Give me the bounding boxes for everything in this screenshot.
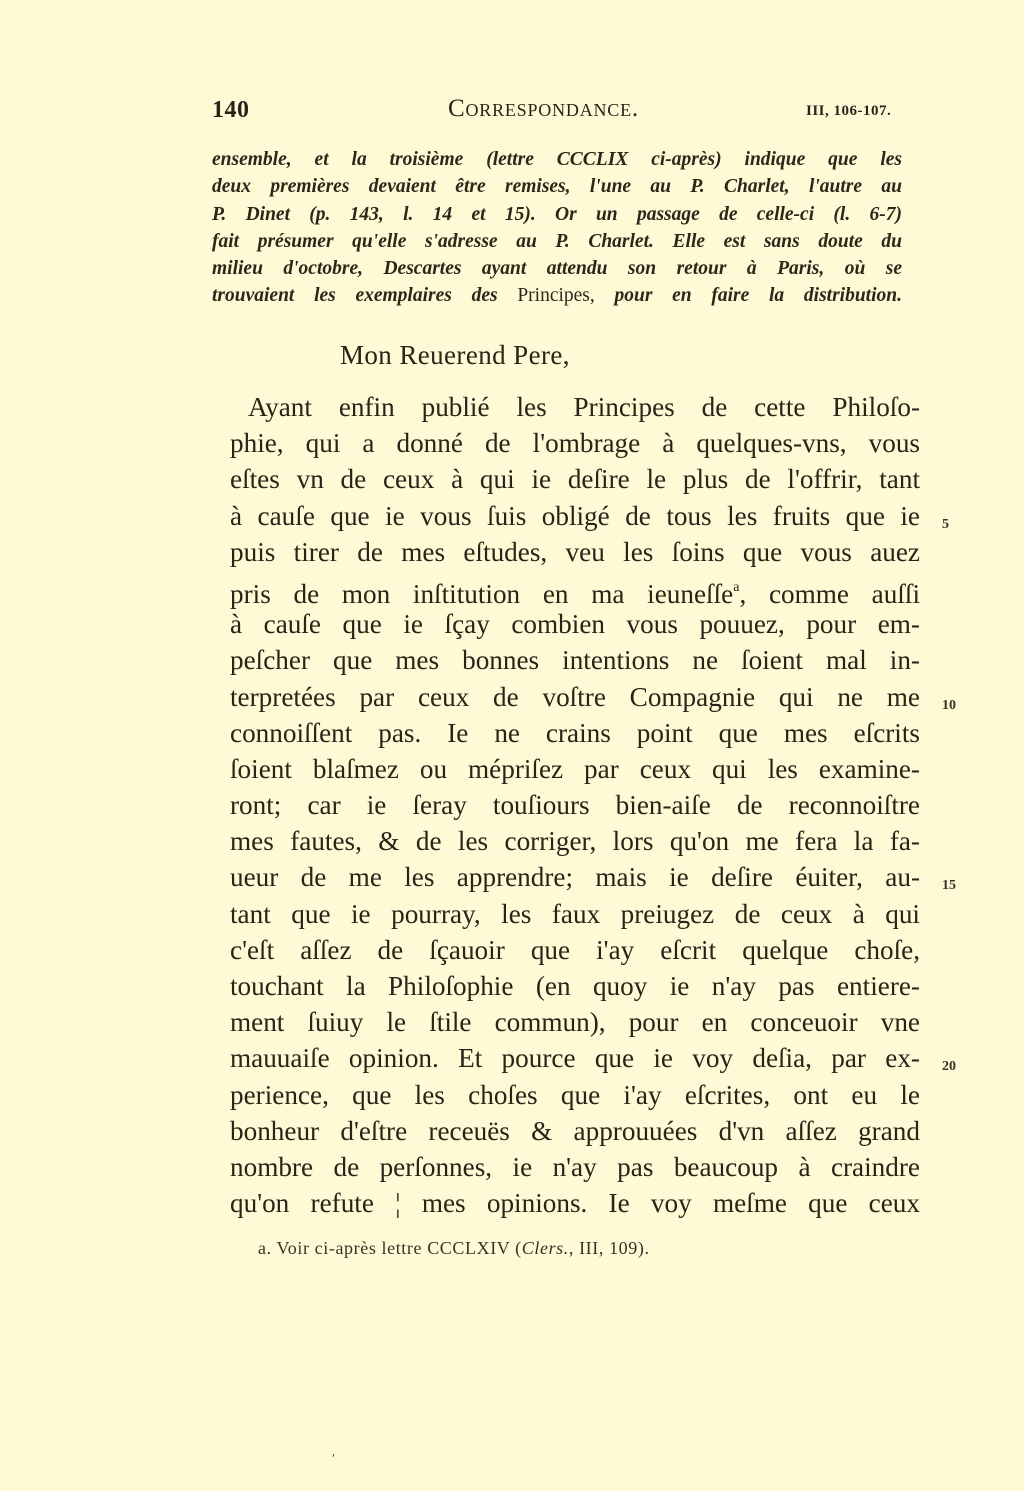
salutation: Mon Reuerend Pere, bbox=[340, 340, 570, 370]
letter-line bbox=[212, 1185, 920, 1221]
letter-line-text: puis tirer de mes eſtudes, veu les ſoins que vous auez bbox=[230, 536, 920, 567]
letter-line bbox=[212, 498, 949, 534]
margin-line-number: 20 bbox=[942, 1059, 956, 1075]
editor-note-line: ensemble, et la troisième (lettre CCCLIX ci-après) indique que les bbox=[212, 149, 902, 170]
letter-line-text: bonheur d'eſtre receuës & approuuées d'vn aſſez grand bbox=[230, 1115, 920, 1146]
letter-line bbox=[212, 425, 920, 461]
letter-line bbox=[212, 1040, 956, 1076]
letter-line bbox=[212, 1077, 920, 1113]
letter-line bbox=[212, 859, 956, 895]
letter-line-text: tant que ie pourray, les faux preiugez de ceux à qui bbox=[230, 898, 920, 929]
footnote-text-end: , III, 109). bbox=[568, 1238, 650, 1258]
letter-line-text: touchant la Philoſophie (en quoy ie n'ay pas entiere- bbox=[230, 971, 920, 1001]
editor-note-line: fait présumer qu'elle s'adresse au P. Charlet. Elle est sans doute du bbox=[212, 230, 902, 252]
letter-line bbox=[212, 606, 920, 642]
letter-line bbox=[212, 570, 920, 609]
footnote bbox=[258, 1238, 650, 1259]
footnote-mark: a. bbox=[258, 1238, 272, 1258]
letter-line-text: à cauſe que ie ſçay combien vous pouuez, pour em- bbox=[230, 609, 920, 640]
letter-line bbox=[212, 1149, 920, 1185]
letter-line-text: pris de mon inſtitution en ma ieuneſſe$^a$, comme auſſi bbox=[230, 578, 920, 609]
footnote-italic: Clers. bbox=[521, 1238, 569, 1258]
letter-line-text: phie, qui a donné de l'ombrage à quelques-vns, vous bbox=[230, 428, 920, 459]
letter-line-text: connoiſſent pas. Ie ne crains point que mes eſcrits bbox=[230, 717, 920, 748]
margin-line-number: 15 bbox=[942, 878, 956, 894]
letter-line-text: peſcher que mes bonnes intentions ne ſoient mal in- bbox=[230, 645, 920, 676]
margin-line-number: 5 bbox=[942, 516, 949, 532]
letter-line bbox=[212, 823, 920, 859]
letter-line bbox=[212, 389, 920, 425]
letter-line bbox=[212, 679, 956, 715]
editor-note-text: trouvaient les exemplaires des bbox=[212, 285, 518, 307]
letter-line-text: ment ſuiuy le ſtile commun), pour en conceuoir vne bbox=[230, 1007, 920, 1038]
letter-line-text: qu'on refute ¦ mes opinions. Ie voy meſme que ceux bbox=[230, 1188, 920, 1219]
letter-line-text: Ayant enfin publié les Principes de cette Philoſo- bbox=[248, 392, 920, 422]
footnote-text: Voir ci-après lettre CCCLXIV ( bbox=[276, 1238, 522, 1258]
letter-line bbox=[212, 461, 920, 497]
letter-line bbox=[212, 968, 920, 1004]
letter-line bbox=[212, 932, 920, 968]
letter-line-text: mauuaiſe opinion. Et pource que ie voy deſia, par ex- bbox=[230, 1043, 920, 1074]
editor-note-line: P. Dinet (p. 143, l. 14 et 15). Or un passage de celle-ci (l. 6-7) bbox=[212, 203, 902, 225]
letter-line bbox=[212, 1113, 920, 1149]
letter-line-text: ueur de me les apprendre; mais ie deſire éuiter, au- bbox=[230, 862, 920, 893]
page-reference: III, 106-107. bbox=[806, 103, 892, 119]
footnote-reference: a bbox=[733, 579, 740, 595]
letter-line-text: terpretées par ceux de voſtre Compagnie qui ne me bbox=[230, 681, 920, 712]
letter-line bbox=[212, 751, 920, 787]
letter-line-text: eſtes vn de ceux à qui ie deſire le plus de l'offrir, tant bbox=[230, 464, 920, 495]
editor-note bbox=[212, 146, 902, 310]
editor-note-book-title: Principes, bbox=[517, 285, 595, 307]
letter-line-text: ſoient blaſmez ou mépriſez par ceux qui les examine- bbox=[230, 753, 920, 784]
margin-line-number: 10 bbox=[942, 697, 956, 713]
editor-note-last-line bbox=[212, 282, 902, 309]
stray-ink-mark: ʼ bbox=[331, 1452, 335, 1466]
running-header bbox=[212, 93, 912, 129]
letter-line bbox=[212, 534, 920, 570]
letter-body bbox=[212, 389, 956, 1221]
letter-line-text: ront; car ie ſeray touſiours bien-aiſe de reconnoiſtre bbox=[230, 790, 920, 821]
running-title: Correspondance. bbox=[448, 95, 639, 122]
letter-line bbox=[212, 896, 920, 932]
editor-note-text: pour en faire la distribution. bbox=[594, 285, 902, 307]
letter-line bbox=[212, 1004, 920, 1040]
page-number: 140 bbox=[212, 97, 250, 123]
letter-line-text: à cauſe que ie vous ſuis obligé de tous les fruits que ie bbox=[230, 500, 920, 531]
editor-note-line: milieu d'octobre, Descartes ayant attendu son retour à Paris, où se bbox=[212, 258, 902, 280]
letter-line-text: nombre de perſonnes, ie n'ay pas beaucoup à craindre bbox=[230, 1151, 920, 1182]
letter-line-text: c'eſt aſſez de ſçauoir que i'ay eſcrit quelque choſe, bbox=[230, 934, 920, 965]
letter-line bbox=[212, 642, 920, 678]
letter-line-text: perience, que les choſes que i'ay eſcrites, ont eu le bbox=[230, 1079, 920, 1110]
letter-line bbox=[212, 715, 920, 751]
editor-note-line: deux premières devaient être remises, l'une au P. Charlet, l'autre au bbox=[212, 176, 902, 198]
letter-line-text: mes fautes, & de les corriger, lors qu'on me fera la fa- bbox=[230, 826, 920, 857]
letter-line bbox=[212, 787, 920, 823]
